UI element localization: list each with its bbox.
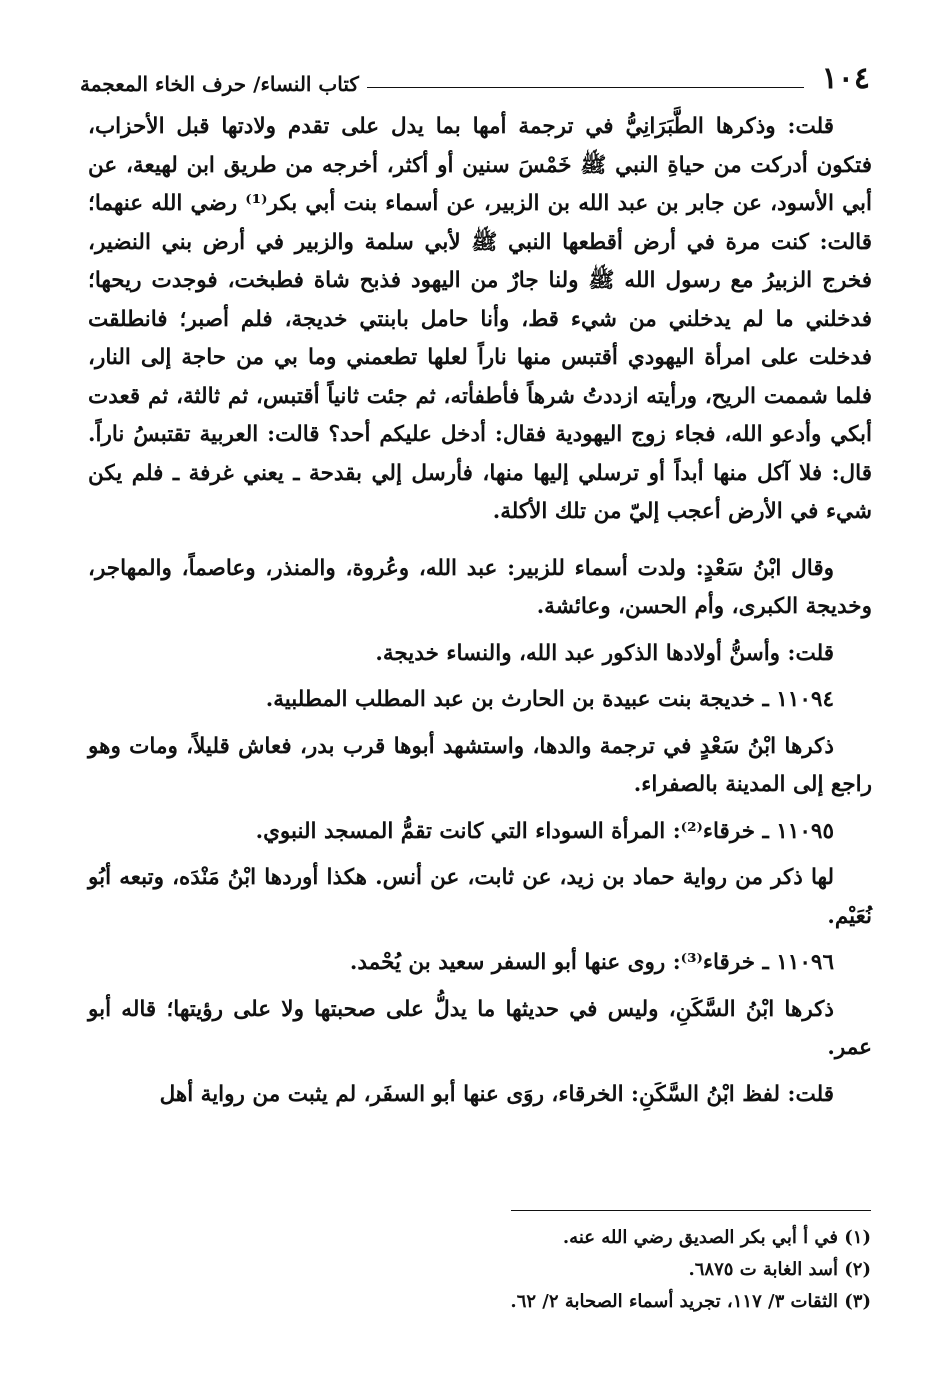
paragraph: لها ذكر من رواية حماد بن زيد، عن ثابت، عن أنس. هكذا أوردها ابْنُ مَنْدَه، وتبعه أبُو نُعَيْم. <box>88 865 872 929</box>
entry-heading: ١١٠٩٤ ـ خديجة بنت عبيدة بن الحارث بن عبد المطلب المطلبية. <box>265 687 834 712</box>
footnote-rule <box>511 1210 871 1211</box>
footnote: (١) في أ أبي بكر الصديق رضي الله عنه. <box>562 1227 871 1248</box>
main-text <box>88 108 872 1122</box>
paragraph: قلت: وأسنُّ أولادها الذكور عبد الله، والنساء خديجة. <box>375 640 834 666</box>
paragraph: وقال ابْنُ سَعْدٍ: ولدت أسماء للزبير: عبد الله، وعُروة، والمنذر، وعاصماً، والمهاجر، وخديجة الكبرى، وأم الحسن، وعائشة. <box>88 555 872 619</box>
header-rule <box>367 87 804 88</box>
header-title: كتاب النساء/ حرف الخاء المعجمة <box>80 72 359 96</box>
footnote: (٢) أسد الغابة ت ٦٨٧٥. <box>688 1259 871 1280</box>
paragraph: ذكرها ابْنُ السَّكَنِ، وليس في حديثها ما يدلُّ على صحبتها ولا على رؤيتها؛ قاله أبو عمر. <box>88 996 872 1060</box>
paragraph: ذكرها ابْنُ سَعْدٍ في ترجمة والدها، واستشهد أبوها قرب بدر، فعاش قليلاً، ومات وهو راجع إلى المدينة بالصفراء. <box>88 733 872 797</box>
page-number: ١٠٤ <box>821 61 870 96</box>
running-header <box>80 52 870 98</box>
footnote: (٣) الثقات ٣/ ١١٧، تجريد أسماء الصحابة ٢/ ٦٢. <box>510 1291 871 1312</box>
entry-heading: ١١٠٩٥ ـ خرقاء⁽²⁾: المرأة السوداء التي كانت تقمُّ المسجد النبوي. <box>255 818 834 844</box>
paragraph: قلت: وذكرها الطَّبَرَانِيُّ في ترجمة أمها بما يدل على تقدم ولادتها قبل الأحزاب، فتكون أدركت من حياةِ النبي ﷺ خَمْسَ سنين أو أكثر، أخرجه من طريق ابن لهيعة، عن أبي الأسود، عن جابر بن عبد الله بن الزبير، عن أسماء بنت أبي بكر⁽¹⁾ رضي الله عنهما؛ قالت: كنت مرة في أرض أقطعها النبي ﷺ لأبي سلمة والزبير في أرض بني النضير، فخرج الزبيرُ مع رسول الله ﷺ ولنا جارٌ من اليهود فذبح شاة فطبخت، فوجدت ريحها؛ فدخلني ما لم يدخلني من شيء قط، وأنا حامل بابنتي خديجة، فلم أصبر؛ فانطلقت فدخلت على امرأة اليهودي أقتبس منها ناراً لعلها تطعمني وما بي من حاجة إلى النار، فلما شممت الريح، ورأيته ازددتُ شرهاً فأطفأته، ثم جئت ثانياً أقتبس، ثم ثالثة، ثم قعدت أبكي وأدعو الله، فجاء زوج اليهودية فقال: أدخل عليكم أحد؟ قالت: العربية تقتبسُ ناراً. قال: فلا آكل منها أبداً أو ترسلي إليها منها، فأرسل إلي بقدحة ـ يعني غرفة ـ فلم يكن شيء في الأرض أعجب إليّ من تلك الأكلة. <box>88 114 872 524</box>
footnotes <box>91 1222 871 1318</box>
entry-heading: ١١٠٩٦ ـ خرقاء⁽³⁾: روى عنها أبو السفر سعيد بن يُحْمد. <box>349 950 834 975</box>
paragraph: قلت: لفظ ابْنُ السَّكَنِ: الخرقاء، روَى عنها أبو السفَر، لم يثبت من رواية أهل <box>159 1081 834 1107</box>
